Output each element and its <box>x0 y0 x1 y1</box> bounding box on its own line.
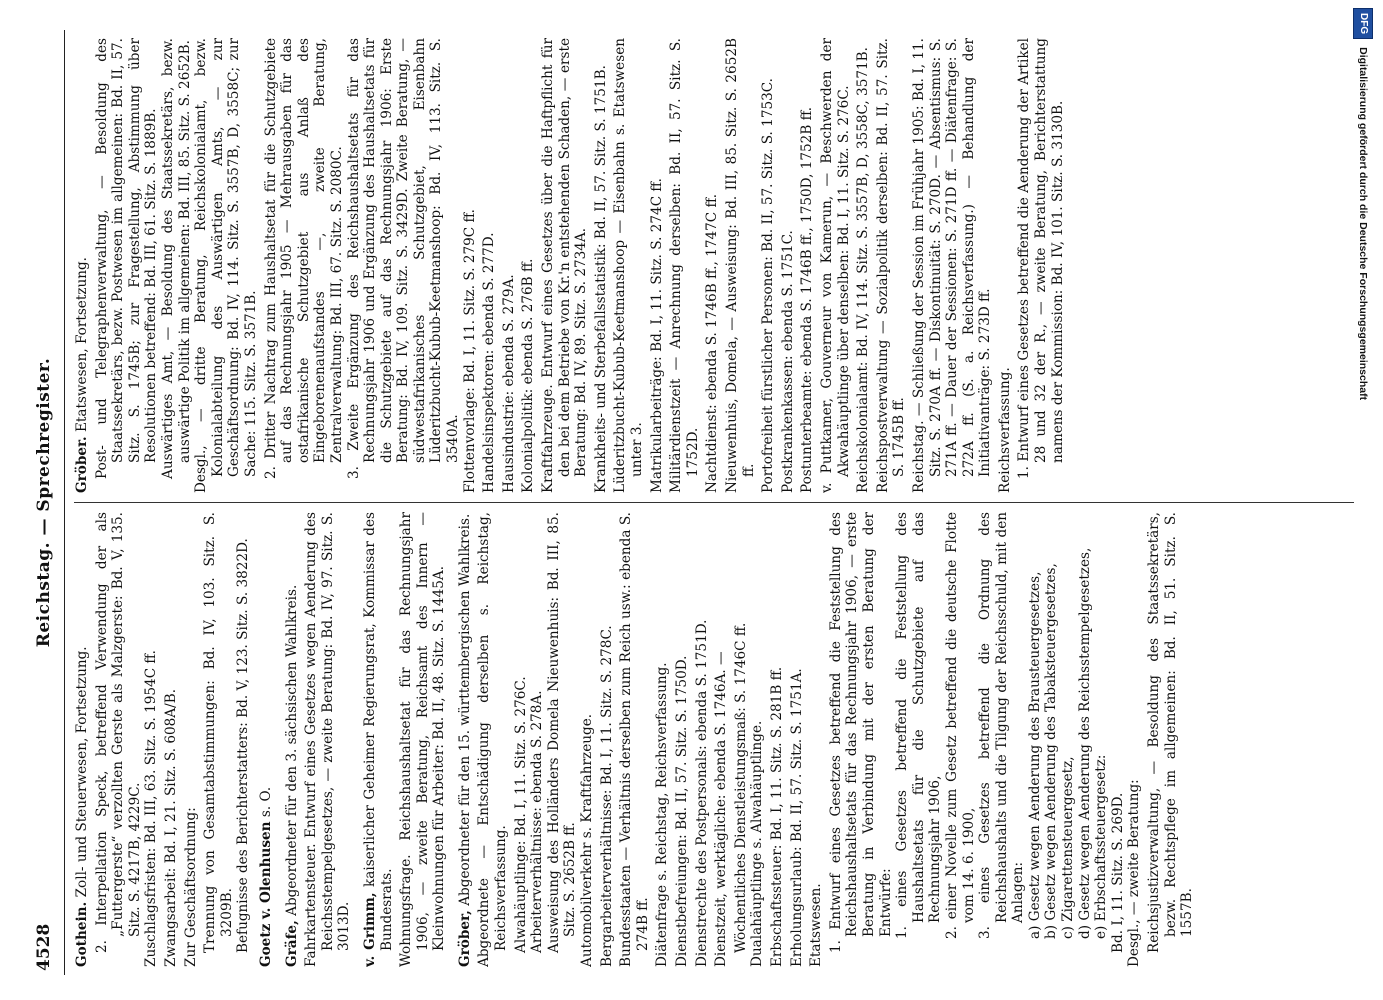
page-number: 4528 <box>34 923 54 971</box>
register-entry <box>724 38 757 493</box>
entry-text: Bd. I, 11. Sitz. S. 269D. <box>1109 792 1126 953</box>
register-entry <box>1016 38 1066 493</box>
register-entry <box>749 512 766 967</box>
register-entry <box>649 38 666 493</box>
entry-text: Dienstbefreiungen: Bd. II, 57. Sitz. S. 1750D. <box>674 655 690 967</box>
entry-text: Alwahäuptlinge: Bd. I, 11. Sitz. S. 276C. <box>512 676 529 953</box>
entry-text: Wöchentliches Dienstleistungsmaß: S. 1746C ff. <box>732 622 749 953</box>
register-entry <box>997 38 1014 493</box>
running-title: Reichstag. — Sprechregister. <box>34 357 54 648</box>
entry-text: Flottenvorlage: Bd. I, 11. Sitz. S. 279C ff. <box>461 209 478 493</box>
entry-text: d) Gesetz wegen Aenderung des Reichsstempelgesetzes, <box>1076 547 1093 939</box>
entry-text: a) Gesetz wegen Aenderung des Brausteuergesetzes, <box>1026 571 1043 939</box>
entry-text: Nieuwenhuis, Domela, — Ausweisung: Bd. III, 85. Sitz. S. 2652B ff. <box>723 38 757 493</box>
register-entry <box>855 38 872 493</box>
entry-text: 3. eines Gesetzes betreffend die Ordnung des Reichshaushalts und die Tilgung der Reichsschuld, mit den Anlagen: <box>977 512 1027 939</box>
register-entry <box>529 512 546 967</box>
entry-text: 2. einer Novelle zum Gesetz betreffend die deutsche Flotte vom 14. 6. 1900, <box>943 512 977 939</box>
entry-text: Militärdienstzeit — Anrechnung derselben: Bd. II, 57. Sitz. S. 1752D. <box>668 38 701 493</box>
entry-text: Zuschlagsfristen: Bd. III, 63. Sitz. S. 1954C ff. <box>143 650 160 967</box>
register-entry <box>694 512 711 967</box>
entry-text: Auswärtiges Amt, — Besoldung des Staatssekretärs, bezw. auswärtige Politik im allgemeinen: Bd. III, 85. Sitz. S. 2652B. <box>159 38 193 479</box>
register-entry <box>183 512 200 967</box>
register-entry <box>94 38 160 493</box>
left-column <box>74 512 1354 967</box>
entry-text: Zur Geschäftsordnung: <box>182 807 199 967</box>
entry-text: Reichsverfassung. <box>996 367 1013 493</box>
entry-text: Ausweisung des Holländers Domela Nieuwenhuis: Bd. III, 85. Sitz. S. 2652B ff. <box>545 512 579 953</box>
register-entry <box>546 512 579 967</box>
entry-text: s. O. <box>257 786 274 818</box>
register-entry <box>398 512 448 967</box>
speaker-name: Gothein. <box>74 901 90 967</box>
entry-text: Automobilverkehr s. Kraftfahrzeuge. <box>579 713 596 967</box>
register-entry <box>1126 512 1143 967</box>
register-entry <box>875 38 908 493</box>
entry-text: Zwangsarbeit: Bd. I, 21. Sitz. S. 608A/B. <box>162 688 179 967</box>
register-entry-head <box>258 512 275 967</box>
entry-text: Abgeordnete — Entschädigung derselben s. Reichstag, Reichsverfassung. <box>476 512 510 967</box>
entry-text: Arbeiterverhältnisse: ebenda S. 278A. <box>529 690 546 953</box>
entry-text: Befugnisse des Berichterstatters: Bd. V, 123. Sitz. S. 3822D. <box>235 538 252 953</box>
register-entry <box>828 512 894 967</box>
register-entry <box>235 512 252 967</box>
register-entry <box>894 512 944 967</box>
register-entry <box>476 512 509 967</box>
entry-text: Desgl., — dritte Beratung, Reichskolonialamt, bezw. Kolonialabteilung des Auswärtigen Amts, — zur Geschäftsordnung: Bd. IV, 114. Sitz. S. 3557B, D, 3558C; zur Sache: 115. Sitz. S. 3571B. <box>193 38 259 493</box>
register-entry <box>346 38 462 493</box>
entry-text: Kolonialpolitik: ebenda S. 276B ff. <box>520 258 537 493</box>
register-entry <box>819 38 852 493</box>
page-header <box>30 30 65 975</box>
register-entry-head <box>74 512 91 967</box>
entry-text: Fahrkartensteuer. Entwurf eines Gesetzes wegen Aenderung des Reichsstempelgesetzes, — zweite Beratung: Bd. IV, 97. Sitz. S. 3013D. <box>303 512 353 967</box>
register-entry <box>713 512 730 967</box>
digitization-sidebar <box>1358 8 1378 992</box>
entry-text: Dienstzeit, werktägliche: ebenda S. 1746A. — <box>713 651 730 967</box>
register-entry <box>462 38 479 493</box>
column-divider <box>74 502 1354 503</box>
register-entry <box>481 38 498 493</box>
register-entry <box>618 512 651 967</box>
entry-text: Erbschaftssteuer: Bd. I, 11. Sitz. S. 281B ff. <box>768 666 785 967</box>
register-entry <box>668 38 701 493</box>
register-entry <box>799 38 816 493</box>
register-entry <box>202 512 235 967</box>
entry-text: c) Zigarettensteuergesetz, <box>1060 756 1077 939</box>
register-entry <box>1146 512 1196 967</box>
entry-text: 1. Entwurf eines Gesetzes betreffend die Aenderung der Artikel 28 und 32 der R., — zweite Beratung, Berichterstattung namens der Kommission: Bd. IV, 101. Sitz. S. 3130B. <box>1016 38 1066 479</box>
register-entry <box>263 38 346 493</box>
entry-text: Krankheits- und Sterbefallsstatistik: Bd. II, 57. Sitz. S. 1751B. <box>592 65 609 493</box>
register-entry <box>94 512 144 967</box>
entry-text: Matrikularbeiträge: Bd. I, 11. Sitz. S. 274C ff. <box>648 178 665 493</box>
register-entry <box>654 512 671 967</box>
entry-text: Etatswesen. <box>808 883 825 967</box>
entry-text: Erholungsurlaub: Bd. II, 57. Sitz. S. 1751A. <box>788 668 805 967</box>
register-entry <box>579 512 596 967</box>
entry-text: Post- und Telegraphenverwaltung, — Besoldung des Staatssekretärs, bezw. Postwesen im allgemeinen: Bd. II, 57. Sitz. S. 1745B; zur Fragestellung, Abstimmung über Resolutionen betreffend: Bd. III, 61. Sitz. S. 1889B. <box>93 38 160 479</box>
entry-text: Etatswesen, Fortsetzung. <box>74 256 90 433</box>
entry-text: Reichskolonialamt: Bd. IV, 114. Sitz. S. 3557B, D, 3558C, 3571B. <box>855 47 872 493</box>
register-entry <box>944 512 977 967</box>
entry-text: Reichstag. — Schließung der Session im Frühjahr 1905: Bd. I, 11. Sitz. S. 270A ff. — Diskontinuität: S. 270D. — Absentismus: S. 271A ff. — Dauer der Sessionen: S. 271D ff. — Diätenfrage: S. 272A ff. (S. a. Reichsverfassung.) — Behandlung der Initiativanträge: S. 273D ff. <box>910 38 994 493</box>
entry-text: Postkrankenkassen: ebenda S. 1751C. <box>779 230 796 493</box>
entry-text: Hausindustrie: ebenda S. 279A. <box>500 274 517 493</box>
entry-text: Nachtdienst: ebenda S. 1746B ff., 1747C ff. <box>704 193 721 493</box>
entry-text: Postunterbeamte: ebenda S. 1746B ff., 1750D, 1752B ff. <box>799 106 816 493</box>
register-entry <box>704 38 721 493</box>
entry-text: Wohnungsfrage. Reichshaushaltsetat für das Rechnungsjahr 1906, — zweite Beratung, Reichsamt des Innern — Kleinwohnungen für Arbeiter: Bd. II, 48. Sitz. S. 1445A. <box>398 512 448 967</box>
entry-text: Desgl., — zweite Beratung: <box>1126 779 1143 967</box>
register-entry <box>1027 512 1044 967</box>
register-entry <box>911 38 994 493</box>
entry-text: 1. eines Gesetzes betreffend die Feststellung des Haushaltsetats für die Schutzgebiete auf das Rechnungsjahr 1906, <box>894 512 944 939</box>
entry-text: 2. Interpellation Speck, betreffend Verwendung der als „Futtergerste“ verzollten Gerste als Malzgerste: Bd. V, 135. Sitz. S. 4217B, 4229C. <box>93 512 143 953</box>
register-entry <box>303 512 353 967</box>
register-entry <box>733 512 750 967</box>
entry-text: 3. Zweite Ergänzung des Reichshaushaltsetats für das Rechnungsjahr 1906 und Ergänzung des Haushaltsetats für die Schutzgebiete auf das Rechnungsjahr 1906: Erste Beratung: Bd. IV, 109. Sitz. S. 3429D. Zweite Beratung, — südwestafrikanisches Schutzgebiet, Eisenbahn Lüderitzbucht-Kubub-Keetmanshoop: Bd. IV, 113. Sitz. S. 3540A. <box>345 38 462 479</box>
entry-text: Kraftfahrzeuge. Entwurf eines Gesetzes über die Haftpflicht für den bei dem Betriebe von Kr.'n entstehenden Schaden, — erste Beratung: Bd. IV, 89. Sitz. S. 2734A. <box>540 38 590 493</box>
entry-text: Dienstrechte des Postpersonals: ebenda S. 1751D. <box>693 619 710 967</box>
register-entry <box>780 38 797 493</box>
register-entry <box>789 512 806 967</box>
register-entry <box>769 512 786 967</box>
register-entry <box>977 512 1027 967</box>
entry-text: Reichspostverwaltung — Sozialpolitik derselben: Bd. II, 57. Sitz. S. 1745B ff. <box>874 38 908 493</box>
entry-text: Zoll- und Steuerwesen, Fortsetzung. <box>74 646 90 898</box>
register-entry <box>593 38 610 493</box>
speaker-name: Gröber. <box>74 436 90 493</box>
register-entry <box>520 38 537 493</box>
register-entry <box>163 512 180 967</box>
entry-text: Abgeordneter für den 3. sächsischen Wahlkreis. <box>283 584 300 916</box>
entry-text: Dualahäuptlinge s. Alwahäuptlinge. <box>749 720 766 967</box>
entry-text: v. Puttkamer, Gouverneur von Kamerun, — Beschwerden der Akwahäuptlinge über denselben: Bd. I, 11. Sitz. S. 276C. <box>818 38 852 493</box>
digitization-note: Digitalisierung gefördert durch die Deutsche Forschungsgemeinschaft <box>1357 47 1369 401</box>
entry-text: Handelsinspektoren: ebenda S. 277D. <box>481 232 498 493</box>
register-entry <box>1043 512 1060 967</box>
entry-text: Bergarbeiterverhältnisse: Bd. I, 11. Sitz. S. 278C. <box>598 625 615 967</box>
entry-text: 2. Dritter Nachtrag zum Haushaltsetat für die Schutzgebiete auf das Rechnungsjahr 1905 — Mehrausgaben für das ostafrikanische Schutzgebiet aus Anlaß des Eingeborenenaufstandes —, zweite Beratung, Zentralverwaltung: Bd. III, 67. Sitz. S. 2080C. <box>262 38 345 479</box>
register-entry <box>1093 512 1110 967</box>
entry-text: Trennung von Gesamtabstimmungen: Bd. IV, 103. Sitz. S. 3209B. <box>202 512 235 953</box>
sidebar-text-row <box>1354 8 1372 988</box>
entry-text: kaiserlicher Geheimer Regierungsrat, Kommissar des Bundesrats. <box>361 512 395 951</box>
entry-text: Abgeordneter für den 15. württembergischen Wahlkreis. <box>456 513 473 906</box>
register-entry-head <box>362 512 395 967</box>
register-entry-head <box>457 512 474 967</box>
register-entry <box>513 512 530 967</box>
register-entry <box>599 512 616 967</box>
register-entry <box>143 512 160 967</box>
speaker-name: Goetz v. Olenhusen <box>257 821 274 967</box>
register-entry-head <box>74 38 91 493</box>
register-entry <box>1110 512 1127 967</box>
entry-text: Lüderitzbucht-Kubub-Keetmanshoop — Eisenbahn s. Etatswesen unter 3. <box>612 38 645 493</box>
register-entry <box>160 38 193 493</box>
entry-text: 1. Entwurf eines Gesetzes betreffend die Feststellung des Reichshaushaltsetats für das Rechnungsjahr 1906, — erste Beratung in Verbindung mit der ersten Beratung der Entwürfe: <box>827 512 894 953</box>
register-entry <box>612 38 645 493</box>
entry-text: Reichsjustizverwaltung, — Besoldung des Staatssekretärs, bezw. Rechtspflege im allgemeinen: Bd. II, 51. Sitz. S. 1557B. <box>1146 512 1196 953</box>
register-entry <box>501 38 518 493</box>
entry-text: Portofreiheit fürstlicher Personen: Bd. II, 57. Sitz. S. 1753C. <box>760 77 777 493</box>
register-entry <box>1060 512 1077 967</box>
register-entry <box>1077 512 1094 967</box>
entry-text: e) Erbschaftssteuergesetz: <box>1093 754 1110 939</box>
register-entry <box>540 38 590 493</box>
right-column <box>74 38 1354 493</box>
register-entry <box>760 38 777 493</box>
entry-text: b) Gesetz wegen Aenderung des Tabaksteuergesetzes, <box>1043 563 1060 939</box>
speaker-name: v. Grimm, <box>361 892 378 967</box>
entry-text: Bundesstaaten — Verhältnis derselben zum Reich usw.: ebenda S. 274B ff. <box>618 512 651 967</box>
speaker-name: Gröber, <box>456 910 473 967</box>
register-entry-head <box>284 512 301 967</box>
register-entry <box>808 512 825 967</box>
dfg-logo: DFG <box>1353 8 1373 39</box>
speaker-name: Gräfe, <box>283 920 300 967</box>
entry-text: Diätenfrage s. Reichstag, Reichsverfassung. <box>654 662 671 967</box>
register-entry <box>674 512 691 967</box>
register-entry <box>193 38 259 493</box>
register-columns <box>74 30 1360 975</box>
rotated-page <box>30 30 1360 975</box>
